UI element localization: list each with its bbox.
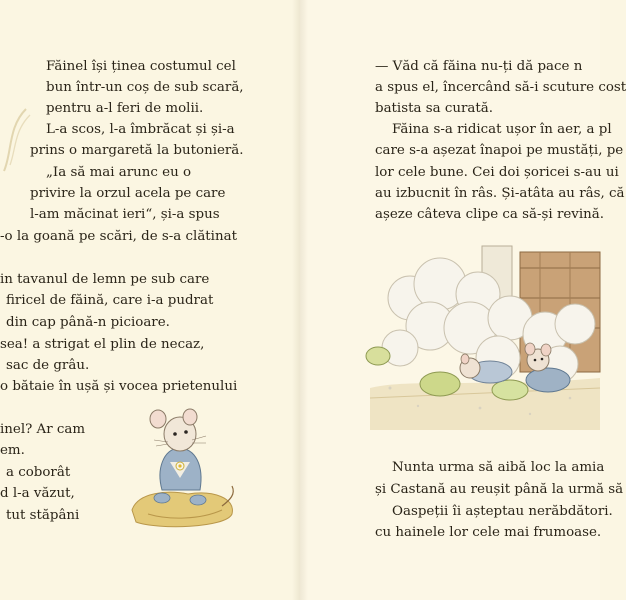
text-line: cu hainele lor cele mai frumoase. bbox=[375, 525, 602, 540]
book-gutter bbox=[292, 0, 308, 600]
text-line: din cap până-n picioare. bbox=[6, 315, 170, 330]
text-line: au izbucnit în râs. Și-atâta au râs, că bbox=[375, 186, 625, 201]
text-line: lor cele bune. Cei doi șoricei s-au ui bbox=[375, 165, 619, 180]
flourish-decoration bbox=[0, 105, 34, 175]
text-line: — Văd că făina nu-ți dă pace n bbox=[375, 59, 583, 74]
text-line: „Ia să mai arunc eu o bbox=[46, 165, 192, 180]
text-line: Oaspeții îi așteptau nerăbdători. bbox=[392, 504, 613, 519]
text-line: L-a scos, l-a îmbrăcat și și-a bbox=[46, 122, 235, 137]
text-line: a coborât bbox=[6, 465, 71, 480]
text-line: l-am măcinat ieri“, și-a spus bbox=[30, 207, 220, 222]
text-line: em. bbox=[0, 443, 25, 458]
text-line: bun într-un coș de sub scară, bbox=[46, 80, 244, 95]
text-line: care s-a așezat înapoi pe mustăți, pe bbox=[375, 143, 624, 158]
text-line: prins o margaretă la butonieră. bbox=[30, 143, 244, 158]
right-page bbox=[300, 0, 626, 600]
text-line: -o la goană pe scări, de s-a clătinat bbox=[0, 229, 237, 244]
text-line: Făina s-a ridicat ușor în aer, a pl bbox=[392, 122, 612, 137]
left-page bbox=[0, 0, 300, 600]
text-line: Nunta urma să aibă loc la amia bbox=[392, 460, 605, 475]
text-line: batista sa curată. bbox=[375, 101, 493, 116]
text-line: Făinel își ținea costumul cel bbox=[46, 59, 236, 74]
text-line: in tavanul de lemn pe sub care bbox=[0, 272, 210, 287]
text-line: inel? Ar cam bbox=[0, 422, 86, 437]
text-line: sea! a strigat el plin de necaz, bbox=[0, 337, 205, 352]
text-line: d l-a văzut, bbox=[0, 486, 75, 501]
text-line: sac de grâu. bbox=[6, 358, 90, 373]
text-line: a spus el, încercând să-i scuture cost bbox=[375, 80, 626, 95]
text-line: tut stăpâni bbox=[6, 508, 80, 523]
mouse-illustration bbox=[118, 410, 248, 535]
text-line: pentru a-l feri de molii. bbox=[46, 101, 204, 116]
text-line: privire la orzul acela pe care bbox=[30, 186, 226, 201]
text-line: o bătaie în ușă și vocea prietenului bbox=[0, 379, 238, 394]
text-line: și Castană au reușit până la urmă să bbox=[375, 482, 624, 497]
flour-cloud-illustration bbox=[370, 238, 600, 430]
text-line: așeze câteva clipe ca să-și revină. bbox=[375, 207, 604, 222]
text-line: firicel de făină, care i-a pudrat bbox=[6, 293, 214, 308]
